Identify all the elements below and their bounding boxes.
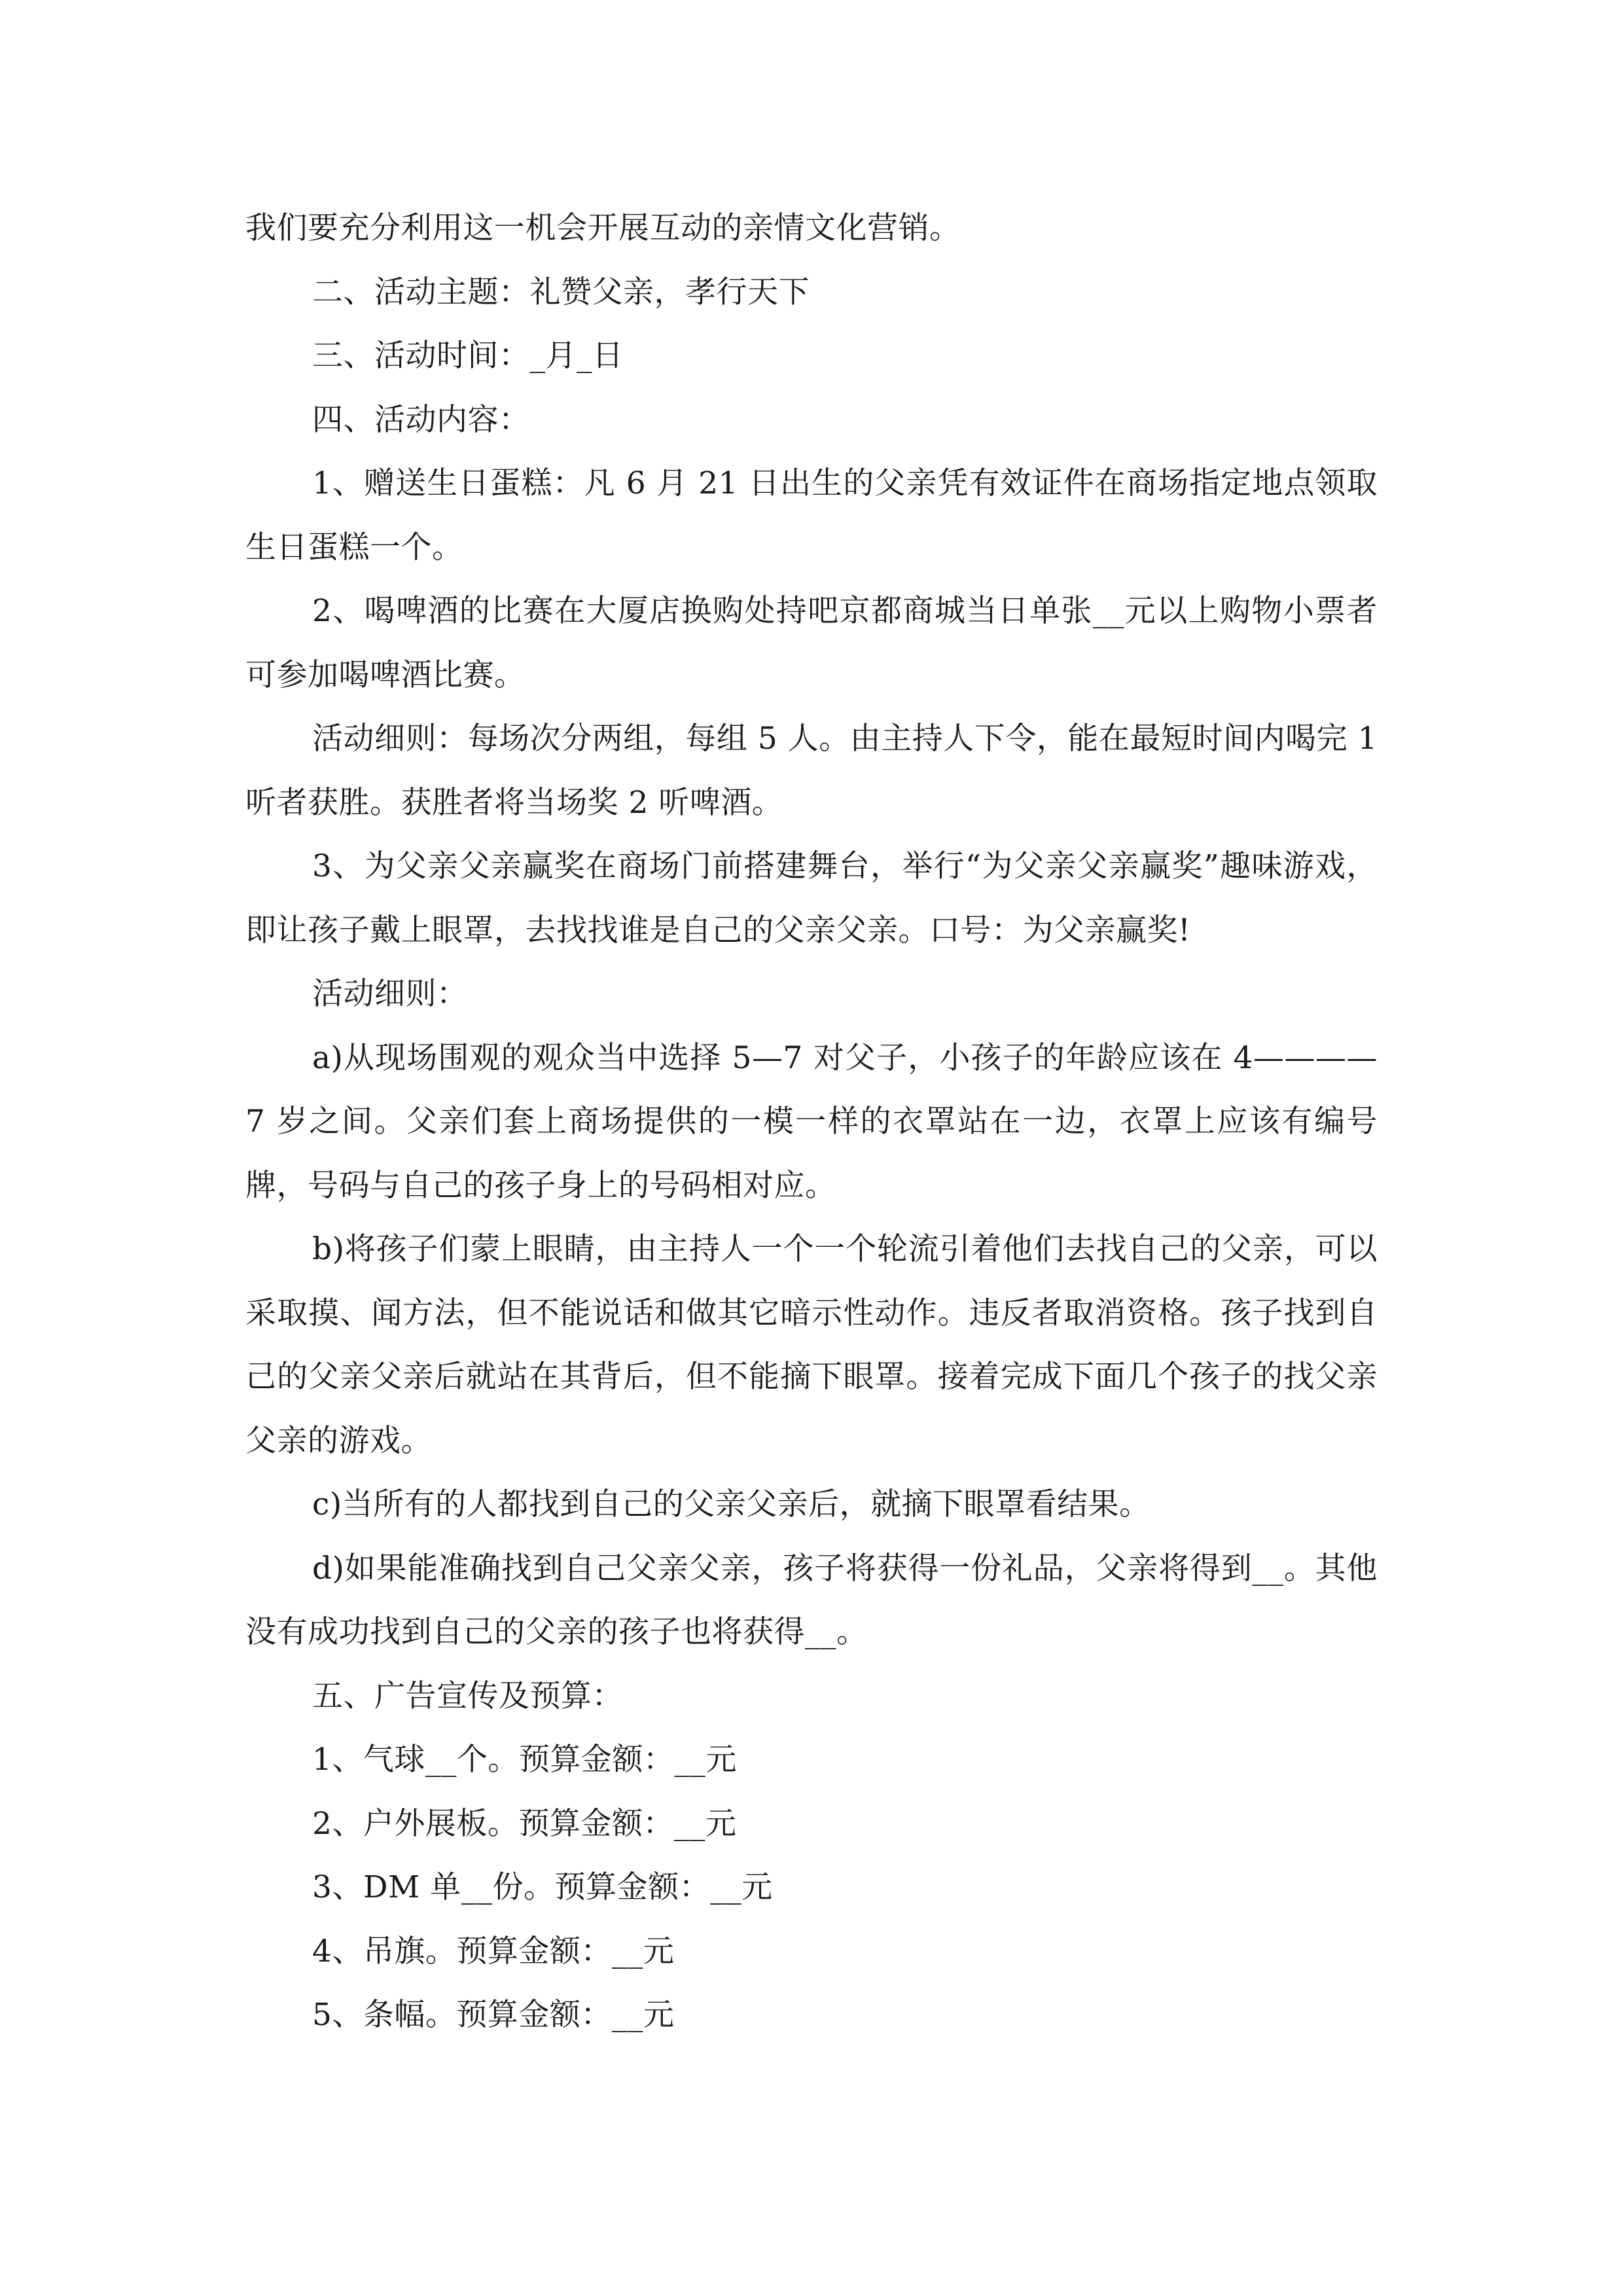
section-time-heading: 三、活动时间：_月_日: [312, 338, 624, 374]
budget-item-banners: 5、条幅。预算金额：__元: [312, 1997, 675, 2033]
game-rules-heading: 活动细则：: [312, 976, 468, 1012]
content-item-1-paragraph: 1、赠送生日蛋糕：凡 6 月 21 日出生的父亲凭有效证件在商场指定地点领取生日蛋糕一个。: [245, 465, 1378, 565]
content-item-3-paragraph: 3、为父亲父亲赢奖在商场门前搭建舞台，举行“为父亲父亲赢奖”趣味游戏，即让孩子戴上眼罩，去找找谁是自己的父亲父亲。口号：为父亲赢奖!: [245, 848, 1378, 948]
document-body: [245, 196, 1378, 2047]
beer-contest-rules-paragraph: 活动细则：每场次分两组，每组 5 人。由主持人下令，能在最短时间内喝完 1 听者获胜。获胜者将当场奖 2 听啤酒。: [245, 721, 1378, 821]
section-theme-heading: 二、活动主题：礼赞父亲，孝行天下: [312, 274, 810, 310]
game-rule-a-paragraph: a)从现场围观的观众当中选择 5—7 对父子，小孩子的年龄应该在 4————7 岁之间。父亲们套上商场提供的一模一样的衣罩站在一边，衣罩上应该有编号牌，号码与自己的孩子身上的号码相对应。: [245, 1039, 1378, 1204]
budget-item-outdoor-board: 2、户外展板。预算金额：__元: [312, 1805, 737, 1842]
game-rule-c-paragraph: c)当所有的人都找到自己的父亲父亲后，就摘下眼罩看结果。: [312, 1486, 1150, 1522]
section-advertising-heading: 五、广告宣传及预算：: [312, 1677, 623, 1714]
budget-item-balloons: 1、气球__个。预算金额：__元: [312, 1742, 737, 1778]
game-rule-d-paragraph: d)如果能准确找到自己父亲父亲，孩子将获得一份礼品，父亲将得到__。其他没有成功找到自己的父亲的孩子也将获得__。: [245, 1550, 1378, 1650]
game-rule-b-paragraph: b)将孩子们蒙上眼睛，由主持人一个一个轮流引着他们去找自己的父亲，可以采取摸、闻方法，但不能说话和做其它暗示性动作。违反者取消资格。孩子找到自己的父亲父亲后就站在其背后，但不能摘下眼罩。接着完成下面几个孩子的找父亲父亲的游戏。: [245, 1231, 1378, 1459]
content-item-2-paragraph: 2、喝啤酒的比赛在大厦店换购处持吧京都商城当日单张__元以上购物小票者可参加喝啤酒比赛。: [245, 593, 1378, 693]
budget-item-hanging-flags: 4、吊旗。预算金额：__元: [312, 1933, 675, 1969]
intro-paragraph: 我们要充分利用这一机会开展互动的亲情文化营销。: [245, 210, 961, 246]
budget-item-dm-flyers: 3、DM 单__份。预算金额：__元: [312, 1869, 773, 1905]
section-content-heading: 四、活动内容：: [312, 401, 530, 438]
